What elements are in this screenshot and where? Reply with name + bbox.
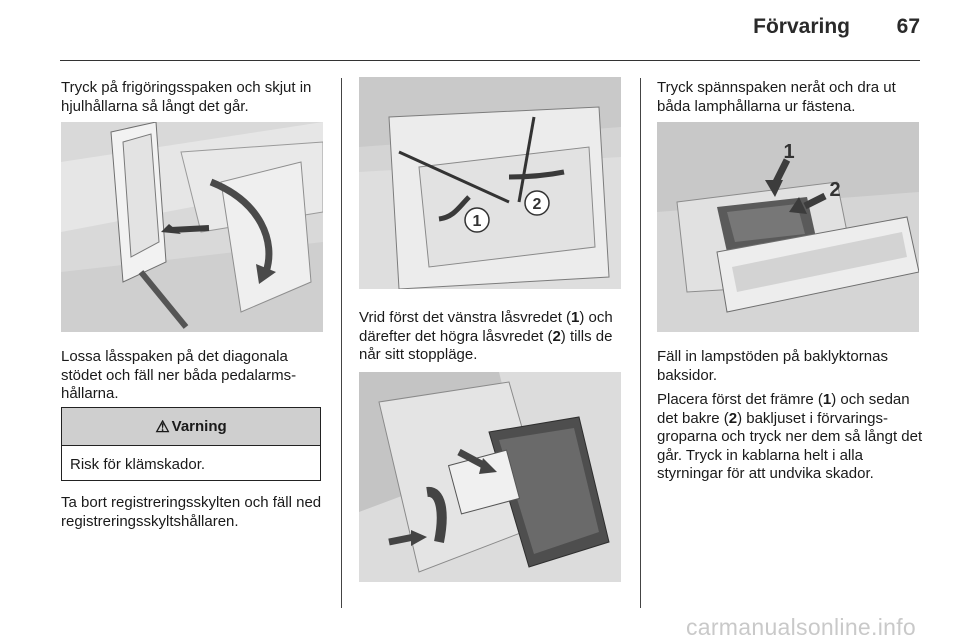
instruction-text: Placera först det främre (1) och sedan det bakre (2) bakljuset i förvarings-groparna och tryck ner dem så långt det går. Tryck in kablarna helt i alla styrningar för att undvika skador. xyxy=(657,391,923,482)
header-title: Förvaring xyxy=(753,15,850,38)
watermark: carmanualsonline.info xyxy=(685,614,916,640)
lamp-holders-illustration xyxy=(657,122,919,332)
callout-1: 1 xyxy=(472,213,482,230)
warning-header xyxy=(62,408,320,446)
header-rule xyxy=(60,60,920,61)
instruction-text: Lossa låsspaken på det diagonala stödet och fäll ner båda pedalarms-hållarna. xyxy=(61,348,297,402)
instruction-text: Tryck spännspaken neråt och dra ut båda lamphållarna ur fästena. xyxy=(657,79,896,115)
instruction-text: Tryck på frigöringsspaken och skjut in hjulhållarna så långt det går. xyxy=(61,79,312,115)
instruction-text: Vrid först det vänstra låsvredet (1) och därefter det högra låsvredet (2) tills de når sitt stoppläge. xyxy=(359,309,613,363)
license-plate-holder-illustration xyxy=(359,372,621,582)
column-divider xyxy=(341,78,342,608)
callout-2: 2 xyxy=(532,196,542,213)
warning-title: Varning xyxy=(171,418,227,435)
lock-knobs-illustration xyxy=(359,77,621,289)
callout-1: 1 xyxy=(783,141,795,163)
instruction-text: Fäll in lampstöden på baklyktornas baksidor. xyxy=(657,348,888,384)
warning-triangle-icon: ⚠ xyxy=(155,418,170,436)
warning-text: Risk för klämskador. xyxy=(70,456,206,473)
instruction-text: Ta bort registreringsskylten och fäll ned registreringsskyltshållaren. xyxy=(61,494,322,530)
warning-box xyxy=(61,407,321,481)
wheel-holder-illustration xyxy=(61,122,323,332)
callout-2: 2 xyxy=(829,179,841,201)
column-divider xyxy=(640,78,641,608)
page-number: 67 xyxy=(896,15,920,38)
